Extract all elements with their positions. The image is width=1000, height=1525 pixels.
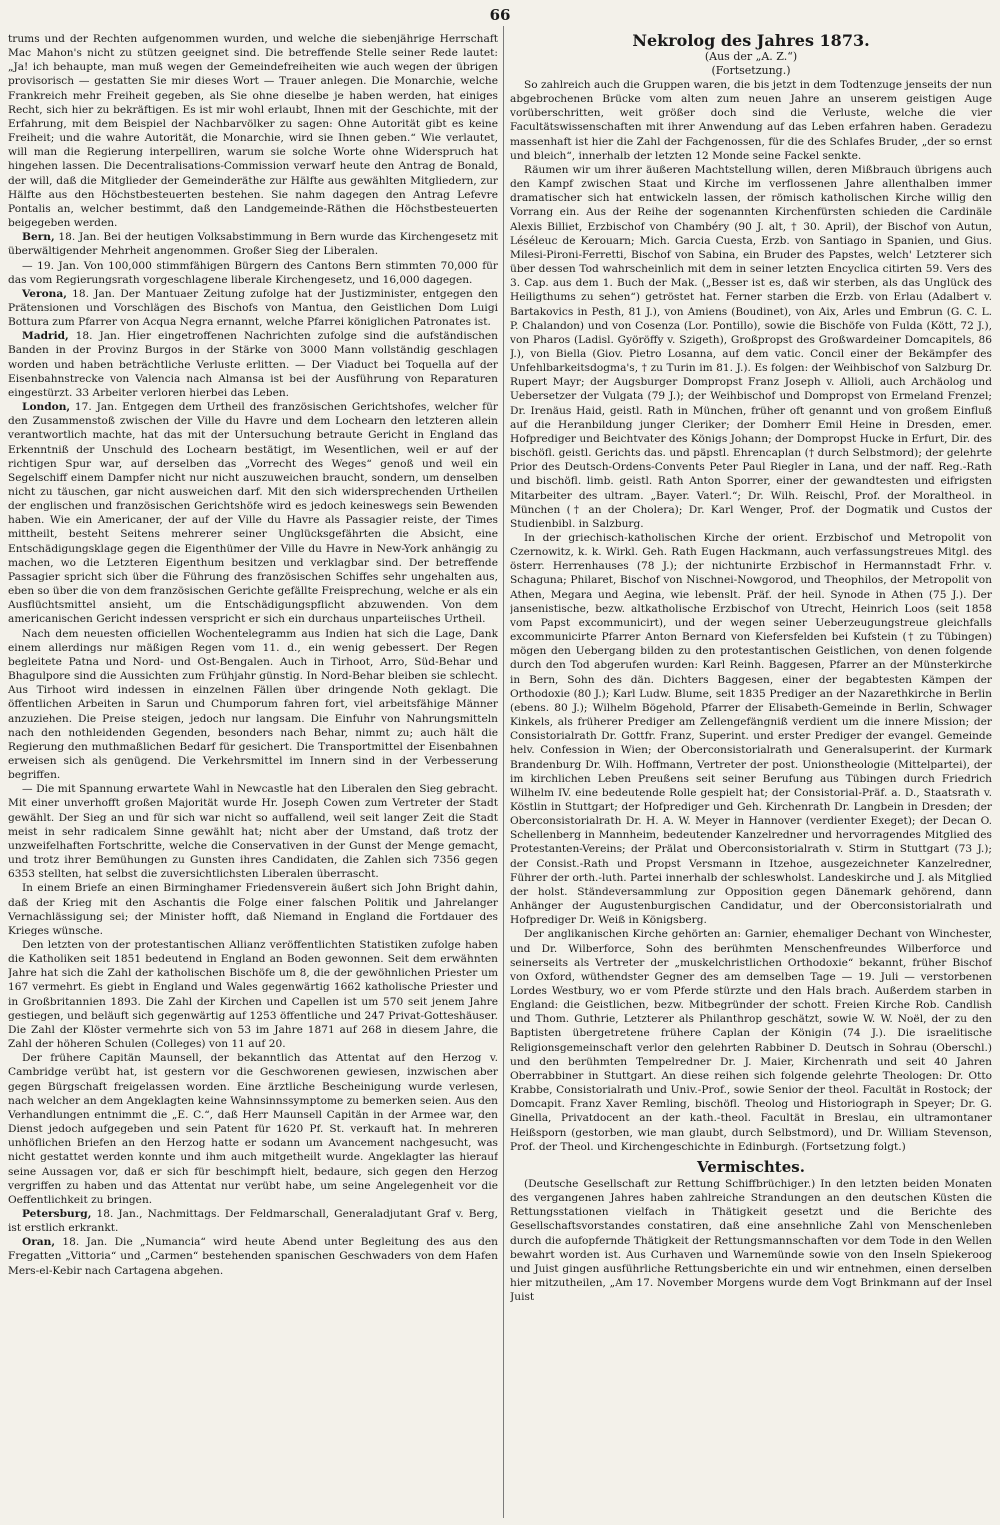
miscellany-body <box>510 1177 992 1304</box>
dateline: Madrid, <box>22 330 69 343</box>
news-paragraph <box>8 1051 498 1207</box>
news-paragraph <box>8 627 498 783</box>
necrology-source: (Aus der „A. Z.“) <box>704 50 798 63</box>
news-paragraph <box>8 400 498 627</box>
paragraph-text: 18. Jan., Nachmittags. Der Feldmarschall, Generaladjutant Graf v. Berg, ist erstlich erkrankt. <box>8 1207 498 1235</box>
news-paragraph <box>8 881 498 938</box>
news-paragraph <box>8 1235 498 1277</box>
dateline: Bern, <box>22 231 55 244</box>
paragraph-text: 18. Jan. Hier eingetroffenen Nachrichten zufolge sind die aufständischen Banden in der Provinz Burgos in der Stärke von 3000 Mann vollständig geschlagen worden und haben beträchtliche Verluste erlitten. — Der Viaduct bei Toquella auf der Eisenbahnstrecke von Valencia nach Almansa ist bei der Ausführung von Reparaturen eingestürzt. 33 Arbeiter verloren hierbei das Leben. <box>8 330 498 399</box>
paragraph-text: Nach dem neuesten officiellen Wochentelegramm aus Indien hat sich die Lage, Dank einem allerdings nur mäßigen Regen vom 11. d., ein wenig gebessert. Der Regen begleitete Patna und Nord- und Ost-Bengalen. Auch in Tirhoot, Arro, Süd-Behar und Bhagulpore sind die Aussichten zum Frühjahr günstig. In Nord-Behar bleiben sie schlecht. Aus Tirhoot wird indessen in einzelnen Fällen über dringende Noth geklagt. Die öffentlichen Arbeiten in Sarun und Chumporum fahren fort, viel arbeitsfähige Männer anzuziehen. Die Preise steigen, jedoch nur langsam. Die Einfuhr von Nahrungsmitteln nach den nothleidenden Gegenden, besonders nach Behar, nimmt zu; auch hält die Regierung den muthmaßlichen Bedarf für gesichert. Die Transportmittel der Eisenbahnen erweisen sich als genügend. Die Verkehrsmittel im Innern sind in der Verbesserung begriffen. <box>8 627 498 782</box>
dateline: London, <box>22 401 71 414</box>
news-paragraph <box>8 782 498 881</box>
paragraph-text: — 19. Jan. Von 100,000 stimmfähigen Bürgern des Cantons Bern stimmten 70,000 für das vom Regierungsrath vorgeschlagene liberale Kirchengesetz, und 16,000 dagegen. <box>8 259 498 286</box>
paragraph-text: 18. Jan. Bei der heutigen Volksabstimmung in Bern wurde das Kirchengesetz mit überwältigender Mehrheit angenommen. Großer Sieg der Liberalen. <box>8 231 498 258</box>
necrology-paragraph: Der anglikanischen Kirche gehörten an: Garnier, ehemaliger Dechant von Winchester, und Dr. Wilberforce, Sohn des berühmten Menschenfreundes Wilberforce und seinerseits als Vertreter der „muskelchristlichen Orthodoxie“ bekannt, früher Bischof von Oxford, wüthendster Gegner des am demselben Tage — 19. Juli — verstorbenen Lordes Westbury, wo er vom Pferde stürzte und den Hals brach. Außerdem starben in England: die Geistlichen, bezw. Mitbegründer der schott. Freien Kirche Rob. Candlish und Thom. Guthrie, Letzterer als Philanthrop geschätzt, sowie W. W. Noël, der zu den Baptisten übergetretene frühere Caplan der Königin (74 J.). Die israelitische Religionsgemeinschaft verlor den gelehrten Rabbiner D. Deutsch in Sohrau (Oberschl.) und den berühmten Tempelredner Dr. J. Maier, Kirchenrath und seit 40 Jahren Oberrabbiner in Stuttgart. An diese reihen sich folgende gelehrte Theologen: Dr. Otto Krabbe, Consistorialrath und Univ.-Prof., sowie Senior der theol. Facultät in Rostock; der Domcapit. Franz Xaver Remling, bischöfl. Theolog und Historiograph in Speyer; Dr. G. Ginella, Privatdocent an der kath.-theol. Facultät in Breslau, ein ultramontaner Heißsporn (gestorben, wie man glaubt, durch Selbstmord), und Dr. William Stevenson, Prof. der Theol. und Kirchengeschichte in Edinburgh. (Fortsetzung folgt.) <box>510 928 992 1153</box>
paragraph-text: — Die mit Spannung erwartete Wahl in Newcastle hat den Liberalen den Sieg gebracht. Mit einer unverhofft großen Majorität wurde Hr. Joseph Cowen zum Vertreter der Stadt gewählt. Der Sieg an und für sich war nicht so auffallend, weil seit langer Zeit die Stadt meist in sehr radicalem Sinne gewählt hat; nicht aber der Umstand, daß trotz der unzweifelhaften Fortschritte, welche die Conservativen in der Gunst der Menge gemacht, und trotz ihrer Bemühungen zu Gunsten ihres Candidaten, die Zahlen sich 7356 gegen 6353 stellten, hat selbst die zuversichtlichsten Liberalen überrascht. <box>8 783 498 881</box>
page-number: 66 <box>489 6 511 24</box>
news-paragraph <box>8 32 498 230</box>
necrology-paragraph: Räumen wir um ihrer äußeren Machtstellung willen, deren Mißbrauch übrigens auch den Kampf zwischen Staat und Kirche im verflossenen Jahre allenthalben immer dramatischer sich hat entwickeln lassen, der römisch katholischen Kirche willig den Vorrang ein. Aus der Reihe der sogenannten Kirchenfürsten schieden die Cardinäle Alexis Billiet, Erzbischof von Chambéry (90 J. alt, † 30. April), der Bischof von Autun, Léséleuc de Kerouarn; Mich. Garcia Cuesta, Erzb. von Santiago in Spanien, und Gius. Milesi-Pironi-Ferretti, Bischof von Sabina, ein Bruder des Papstes, welch' Letzterer sich über dessen Tod wahrscheinlich mit dem in seiner letzten Encyclica citirten 59. Vers des 3. Cap. aus dem 1. Buch der Mak. („Besser ist es, daß wir sterben, als das Unglück des Heiligthums zu sehen“) getröstet hat. Ferner starben die Erzb. von Erlau (Adalbert v. Bartakovics in Pesth, 81 J.), von Amiens (Boudinet), von Aix, Arles und Embrun (G. C. L. P. Chalandon) und von Cosenza (Lor. Pontillo), sowie die Bischöfe von Fulda (Kött, 72 J.), von Pharos (Ladisl. Györöffy v. Szigeth), Großpropst des Großwardeiner Domcapitels, 86 J.), von Biella (Giov. Pietro Losanna, auf dem vatic. Concil einer der Bekämpfer des Unfehlbarkeitsdogma's, † zu Turin im 81. J.). Es folgen: der Weihbischof von Salzburg Dr. Rupert Mayr; der Augsburger Dompropst Franz Joseph v. Allioli, auch Archäolog und Uebersetzer der Vulgata (79 J.); der Weihbischof und Dompropst von Ermeland Frenzel; Dr. Irenäus Haid, geistl. Rath in München, früher oft genannt und von großem Einfluß auf die Heranbildung junger Cleriker; der Domherr Emil Heine in Dresden, emer. Hofprediger und Beichtvater des Königs Johann; der Dompropst Hucke in Erfurt, Dir. des bischöfl. geistl. Gerichts das. und päpstl. Ehrencaplan († durch Selbstmord); der gelehrte Prior des Deutsch-Ordens-Convents Peter Paul Riegler in Lana, und der naff. Reg.-Rath und bischöfl. limb. geistl. Rath Anton Sporrer, einer der gewandtesten und eifrigsten Mitarbeiter des ultram. „Bayer. Vaterl.“; Dr. Wilh. Reischl, Prof. der Moraltheol. in München († an der Cholera); Dr. Karl Wenger, Prof. der Dogmatik und Custos der Studienbibl. in Salzburg. <box>510 163 992 530</box>
miscellany-paragraph: (Deutsche Gesellschaft zur Rettung Schiffbrüchiger.) In den letzten beiden Monaten des vergangenen Jahres haben zahlreiche Strandungen an den deutschen Küsten die Rettungsstationen vielfach in Thätigkeit gesetzt und die Berichte des Gesellschaftsvorstandes constatiren, daß eine ansehnliche Zahl von Menschenleben durch die aufopfernde Thätigkeit der Rettungsmannschaften vor dem Tode in den Wellen bewahrt worden ist. Aus Curhaven und Warnemünde sowie von den Inseln Spiekeroog und Juist gingen ausführliche Rettungsberichte ein und wir entnehmen, einen derselben hier mitzutheilen, „Am 17. November Morgens wurde dem Vogt Brinkmann auf der Insel Juist <box>510 1177 992 1304</box>
dateline: Verona, <box>22 287 67 300</box>
left-column <box>8 32 498 1520</box>
dateline: Oran, <box>22 1236 56 1249</box>
necrology-title: Nekrolog des Jahres 1873. <box>632 32 870 50</box>
paragraph-text: In einem Briefe an einen Birminghamer Friedensverein äußert sich John Bright dahin, daß der Krieg mit den Aschantis die Folge einer falschen Politik und Jahrelanger Vernachlässigung sei; der Minister hofft, daß Niemand in England die Fortdauer des Krieges wünsche. <box>8 882 498 937</box>
necrology-paragraph: In der griechisch-katholischen Kirche der orient. Erzbischof und Metropolit von Czernowitz, k. k. Wirkl. Geh. Rath Eugen Hackmann, auch verfassungstreues Mitgl. des österr. Herrenhauses (78 J.); der nichtunirte Erzbischof in Hermannstadt Frhr. v. Schaguna; Philaret, Bischof von Nischnei-Nowgorod, und Theophilos, der Metropolit von Athen, Megara und Aegina, wie lebenslt. Präf. der heil. Synode in Athen (75 J.). Der jansenistische, bezw. altkatholische Erzbischof von Utrecht, Heinrich Loos (seit 1858 vom Papst excommunicirt), und der wegen seiner Ueberzeugungstreue gleichfalls excommunicirte Pfarrer Anton Bernard von Kiefersfelden bei Kufstein († zu Tübingen) mögen den Uebergang bilden zu den protestantischen Geistlichen, von denen folgende durch den Tod abgerufen wurden: Karl Reinh. Baggesen, Pfarrer an der Münsterkirche in Bern, Sohn des dän. Dichters Baggesen, einer der begabtesten Kämpen der Orthodoxie (80 J.); Karl Ludw. Blume, seit 1835 Prediger an der Nazarethkirche in Berlin (ebens. 80 J.); Wilhelm Bögehold, Pfarrer der Elisabeth-Gemeinde in Berlin, Schwager Kinkels, als früherer Prediger am Zellengefängniß verdient um die innere Mission; der Consistorialrath Dr. Gottfr. Franz, Superint. und erster Prediger der evangel. Gemeinde helv. Confession in Wien; der Oberconsistorialrath und Generalsuperint. der Kurmark Brandenburg Dr. Wilh. Hoffmann, Vertreter der post. Unionstheologie (Mittelpartei), der im kirchlichen Leben Preußens seit seiner Berufung aus Tübingen durch Friedrich Wilhelm IV. eine bedeutende Rolle gespielt hat; der Consistorial-Präf. a. D., Staatsrath v. Köstlin in Stuttgart; der Hofprediger und Geh. Kirchenrath Dr. Langbein in Dresden; der Oberconsistorialrath Dr. H. A. W. Meyer in Hannover (verdienter Exeget); der Decan O. Schellenberg in Mannheim, bedeutender Kanzelredner und hervorragendes Mitglied des Protestanten-Vereins; der Prälat und Oberconsistorialrath v. Stirm in Stuttgart (73 J.); der Consist.-Rath und Propst Versmann in Itzehoe, ausgezeichneter Kanzelredner, Führer der orth.-luth. Partei innerhalb der schleswholst. Landeskirche und J. als Mitglied der holst. Ständeversammlung zur Opposition gegen Dänemark gehörend, dann Anhänger der Augustenburgischen Candidatur, und der Oberconsistorialrath und Hofprediger Dr. Weiß in Königsberg. <box>510 532 992 927</box>
news-paragraph <box>8 938 498 1051</box>
necrology-continuation: (Fortsetzung.) <box>711 64 791 77</box>
paragraph-text: 18. Jan. Die „Numancia“ wird heute Abend unter Begleitung des aus den Fregatten „Vittoria“ und „Carmen“ bestehenden spanischen Geschwaders von dem Hafen Mers-el-Kebir nach Cartagena abgehen. <box>8 1236 498 1277</box>
paragraph-text: Den letzten von der protestantischen Allianz veröffentlichten Statistiken zufolge haben die Katholiken seit 1851 bedeutend in England an Boden gewonnen. Seit dem erwähnten Jahre hat sich die Zahl der katholischen Bischöfe um 8, die der gewöhnlichen Priester um 167 vermehrt. Es giebt in England und Wales gegenwärtig 1662 katholische Priester und in Großbritannien 1893. Die Zahl der Kirchen und Capellen ist um 570 seit jenem Jahre gestiegen, und beläuft sich gegenwärtig auf 1253 öffentliche und 247 Privat-Gotteshäuser. Die Zahl der Klöster vermehrte sich von 53 im Jahre 1871 auf 268 in diesem Jahre, die Zahl der höheren Schulen (Colleges) von 11 auf 20. <box>8 939 498 1051</box>
paragraph-text: 17. Jan. Entgegen dem Urtheil des französischen Gerichtshofes, welcher für den Zusammenstoß zwischen der Ville du Havre und dem Lochearn den letzteren allein verantwortlich machte, hat das mit der Untersuchung betraute Gericht in England das Erkenntniß der Unschuld des Lochearn bestätigt, im Wesentlichen, weil er auf der richtigen Spur war, auf derselben das „Vorrecht des Weges“ genoß und weil ein Segelschiff einem Dampfer nicht nur nicht auszuweichen braucht, sondern, um denselben nicht zu täuschen, gar nicht ausweichen darf. Mit den sich widersprechenden Urtheilen der englischen und französischen Gerichtshöfe wird es jedoch keineswegs sein Bewenden haben. Wie ein Americaner, der auf der Ville du Havre als Passagier reiste, der Times mittheilt, besteht Seitens mehrerer seiner Unglücksgefährten die Absicht, eine Entschädigungsklage gegen die Eigenthümer der Ville du Havre in New-York anhängig zu machen, wo die Letzteren Eigenthum besitzen und verklagbar sind. Der betreffende Passagier spricht sich über die Führung des französischen Schiffes sehr ungehalten aus, eben so über die von dem französischen Gerichte gefällte Freisprechung, welche er als ein Ausflüchtsmittel ansieht, um die Entschädigungspflicht abzuwenden. Von dem americanischen Gericht indessen verspricht er sich ein durchaus unparteiisches Urtheil. <box>8 401 498 626</box>
news-paragraph <box>8 259 498 287</box>
necrology-paragraph: So zahlreich auch die Gruppen waren, die bis jetzt in dem Todtenzuge jenseits der nun abgebrochenen Brücke vom alten zum neuen Jahre an unserem geistigen Auge vorüberschritten, weit größer doch sind die Verluste, welche die vier Facultätswissenschaften mit ihrer Anwendung auf das Leben erfahren haben. Geradezu massenhaft ist hier die Zahl der Fachgenossen, für die des Schlafes Bruder, „der so ernst und bleich“, innerhalb der letzten 12 Monde seine Fackel senkte. <box>510 79 992 162</box>
news-paragraph <box>8 287 498 329</box>
news-paragraph <box>8 230 498 258</box>
paragraph-text: Der frühere Capitän Maunsell, der bekanntlich das Attentat auf den Herzog v. Cambridge verübt hat, ist gestern vor die Geschworenen gewiesen, inzwischen aber gegen Bürgschaft freigelassen worden. Eine ärztliche Bescheinigung wurde verlesen, nach welcher an dem Angeklagten keine Wahnsinnssymptome zu bemerken seien. Aus den Verhandlungen entnimmt die „E. C.“, daß Herr Maunsell Capitän in der Armee war, den Dienst jedoch aufgegeben und sein Patent für 1620 Pf. St. verkauft hat. In mehreren unhöflichen Briefen an den Herzog hatte er sodann um Avancement nachgesucht, was nicht gestattet werden konnte und ihm auch mitgetheilt wurde. Angeklagter las hierauf seine Aussagen vor, daß er sich für beschimpft hielt, bedaure, sich gegen den Herzog vergriffen zu haben und das Attentat nur verübt habe, um seine Angelegenheit vor die Oeffentlichkeit zu bringen. <box>8 1052 498 1206</box>
news-paragraph <box>8 329 498 400</box>
paragraph-text: 18. Jan. Der Mantuaer Zeitung zufolge hat der Justizminister, entgegen den Prätensionen und Vorschlägen des Bischofs von Mantua, den Geistlichen Dom Luigi Bottura zum Pfarrer von Acqua Negra ernannt, welche Pfarrei königlichen Patronates ist. <box>8 287 498 329</box>
right-column <box>510 32 992 1520</box>
dateline: Petersburg, <box>22 1207 92 1220</box>
miscellany-title: Vermischtes. <box>697 1157 805 1176</box>
column-divider <box>503 26 504 1518</box>
necrology-body <box>510 78 992 1154</box>
paragraph-text: trums und der Rechten aufgenommen wurden, und welche die siebenjährige Herrschaft Mac Mahon's nicht zu stützen geeignet sind. Die betreffende Stelle seiner Rede lautet: „Ja! ich behaupte, man muß wegen der Gemeindefreiheiten wie auch wegen der übrigen provisorisch — gestatten Sie mir dieses Wort — Trauer anlegen. Die Monarchie, welche Frankreich mehr Freiheit gegeben, als Sie ohne dieselbe je haben werden, hat einiges Recht, sich hier zu bekräftigen. Es ist mir wohl erlaubt, Ihnen mit der Geschichte, mit der Erfahrung, mit dem Beispiel der Nachbarvölker zu sagen: Ohne Autorität gibt es keine Freiheit; und die wahre Autorität, die Monarchie, wird sie Ihnen geben.“ Wie verlautet, will man die Regierung interpelliren, warum sie solche Worte ohne Widerspruch hat hingehen lassen. Die Decentralisations-Commission verwarf heute den Antrag de Bonald, der will, daß die Mitglieder der Gemeinderäthe zur Hälfte aus gewählten Mitgliedern, zur Hälfte aus den Höchstbesteuerten bestehen. Sie nahm dagegen den Antrag Lefevre Pontalis an, welcher bestimmt, daß den Landgemeinde-Räthen die Höchstbesteuerten beigegeben werden. <box>8 33 498 230</box>
news-paragraph <box>8 1207 498 1235</box>
